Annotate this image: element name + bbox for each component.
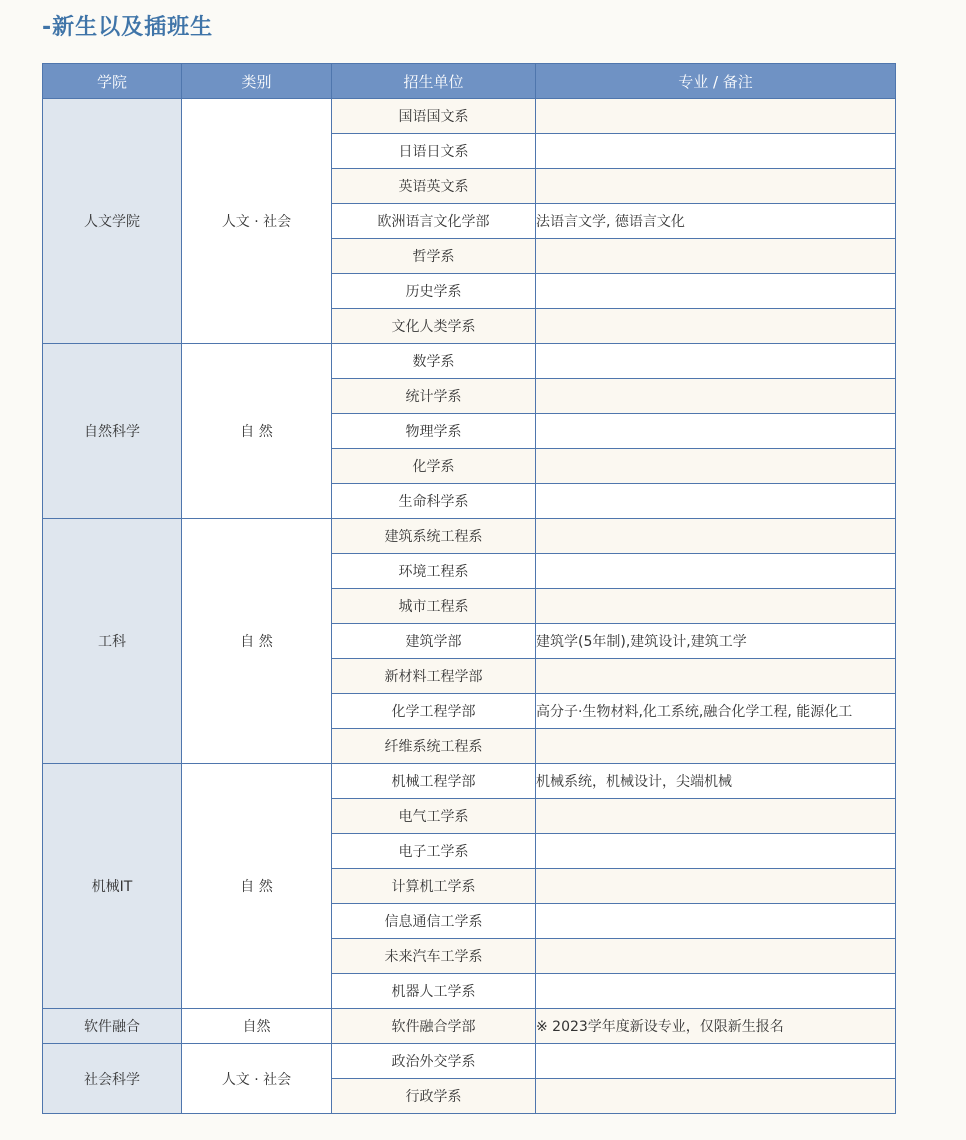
note-cell [536, 729, 896, 764]
note-cell [536, 659, 896, 694]
category-cell: 自 然 [182, 764, 332, 1009]
table-row [43, 1009, 896, 1044]
college-cell: 机械IT [43, 764, 182, 1009]
unit-cell: 政治外交学系 [332, 1044, 536, 1079]
note-cell: 法语言文学, 德语言文化 [536, 204, 896, 239]
category-cell: 自 然 [182, 519, 332, 764]
unit-cell: 建筑系统工程系 [332, 519, 536, 554]
column-header-category: 类别 [182, 64, 332, 99]
unit-cell: 环境工程系 [332, 554, 536, 589]
unit-cell: 城市工程系 [332, 589, 536, 624]
column-header-note: 专业 / 备注 [536, 64, 896, 99]
note-cell [536, 379, 896, 414]
unit-cell: 文化人类学系 [332, 309, 536, 344]
unit-cell: 机械工程学部 [332, 764, 536, 799]
note-cell [536, 169, 896, 204]
unit-cell: 未来汽车工学系 [332, 939, 536, 974]
note-cell [536, 799, 896, 834]
note-cell [536, 414, 896, 449]
note-cell [536, 239, 896, 274]
unit-cell: 电子工学系 [332, 834, 536, 869]
unit-cell: 电气工学系 [332, 799, 536, 834]
note-cell: 高分子·生物材料,化工系统,融合化学工程, 能源化工 [536, 694, 896, 729]
category-cell: 自然 [182, 1009, 332, 1044]
college-cell: 工科 [43, 519, 182, 764]
unit-cell: 国语国文系 [332, 99, 536, 134]
table-row [43, 519, 896, 554]
note-cell [536, 1044, 896, 1079]
college-cell: 自然科学 [43, 344, 182, 519]
unit-cell: 新材料工程学部 [332, 659, 536, 694]
category-cell: 人文 · 社会 [182, 1044, 332, 1114]
note-cell: 建筑学(5年制),建筑设计,建筑工学 [536, 624, 896, 659]
unit-cell: 软件融合学部 [332, 1009, 536, 1044]
unit-cell: 历史学系 [332, 274, 536, 309]
column-header-college: 学院 [43, 64, 182, 99]
unit-cell: 日语日文系 [332, 134, 536, 169]
note-cell [536, 449, 896, 484]
note-cell [536, 589, 896, 624]
note-cell [536, 834, 896, 869]
admission-table [42, 63, 896, 1114]
college-cell: 软件融合 [43, 1009, 182, 1044]
unit-cell: 生命科学系 [332, 484, 536, 519]
page-title: -新生以及插班生 [42, 15, 214, 40]
column-header-unit: 招生单位 [332, 64, 536, 99]
table-row [43, 344, 896, 379]
note-cell [536, 309, 896, 344]
college-cell: 社会科学 [43, 1044, 182, 1114]
note-cell [536, 484, 896, 519]
unit-cell: 化学工程学部 [332, 694, 536, 729]
note-cell [536, 1079, 896, 1114]
note-cell [536, 344, 896, 379]
table-row [43, 1044, 896, 1079]
table-header-row [43, 64, 896, 99]
note-cell: 机械系统，机械设计，尖端机械 [536, 764, 896, 799]
table-body [43, 99, 896, 1114]
note-cell [536, 274, 896, 309]
unit-cell: 化学系 [332, 449, 536, 484]
unit-cell: 计算机工学系 [332, 869, 536, 904]
note-cell [536, 554, 896, 589]
unit-cell: 机器人工学系 [332, 974, 536, 1009]
note-cell [536, 904, 896, 939]
unit-cell: 信息通信工学系 [332, 904, 536, 939]
unit-cell: 欧洲语言文化学部 [332, 204, 536, 239]
unit-cell: 统计学系 [332, 379, 536, 414]
note-cell [536, 974, 896, 1009]
note-cell [536, 99, 896, 134]
category-cell: 人文 · 社会 [182, 99, 332, 344]
note-cell [536, 134, 896, 169]
note-cell: ※ 2023学年度新设专业，仅限新生报名 [536, 1009, 896, 1044]
unit-cell: 行政学系 [332, 1079, 536, 1114]
unit-cell: 建筑学部 [332, 624, 536, 659]
college-cell: 人文学院 [43, 99, 182, 344]
note-cell [536, 869, 896, 904]
unit-cell: 数学系 [332, 344, 536, 379]
unit-cell: 物理学系 [332, 414, 536, 449]
unit-cell: 英语英文系 [332, 169, 536, 204]
table-row [43, 99, 896, 134]
unit-cell: 纤维系统工程系 [332, 729, 536, 764]
category-cell: 自 然 [182, 344, 332, 519]
note-cell [536, 939, 896, 974]
table-row [43, 764, 896, 799]
unit-cell: 哲学系 [332, 239, 536, 274]
note-cell [536, 519, 896, 554]
